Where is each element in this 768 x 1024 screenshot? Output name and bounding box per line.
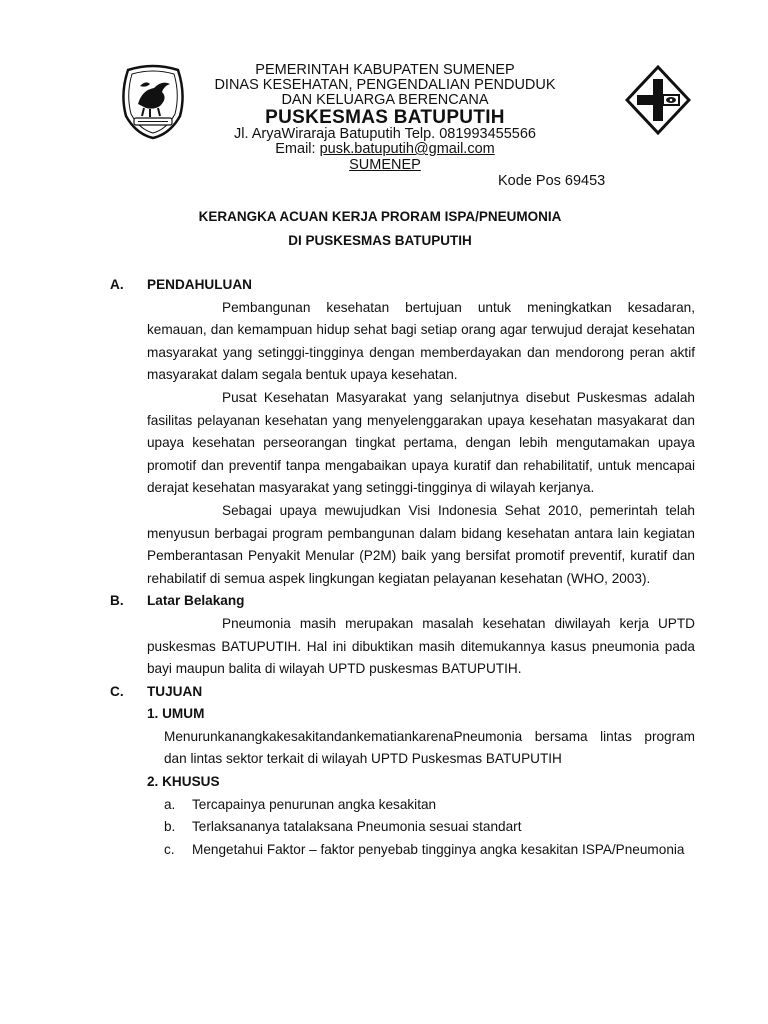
section-letter: B. xyxy=(110,593,124,609)
section-title: TUJUAN xyxy=(147,683,203,699)
list-item-text: Mengetahui Faktor – faktor penyebab tingginya angka kesakitan ISPA/Pneumonia xyxy=(192,841,685,857)
puskesmas-cross-logo-icon xyxy=(625,65,691,135)
document-body xyxy=(110,274,695,861)
section-heading-a xyxy=(110,274,695,297)
email-label: Email: xyxy=(275,141,320,157)
document-title: KERANGKA ACUAN KERJA PRORAM ISPA/PNEUMONIA xyxy=(198,209,562,224)
paragraph: Pusat Kesehatan Masyarakat yang selanjutnya disebut Puskesmas adalah fasilitas pelayanan kesehatan yang menyelenggarakan upaya kesehatan masyakarat dan upaya kesehatan perseorangan tingkat pertama, dengan lebih mengutamakan upaya promotif dan preventif tanpa mengabaikan upaya kuratif dan rehabilitatif, untuk mencapai derajat kesehatan masyarakat yang setinggi-tingginya di wilayah kerjanya. xyxy=(147,389,695,496)
paragraph: Pembangunan kesehatan bertujuan untuk meningkatkan kesadaran, kemauan, dan kemampuan hidup sehat bagi setiap orang agar terwujud derajat kesehatan masyarakat yang setinggi-tingginya dengan memberdayakan dan mendorong peran aktif masyarakat dalam segala bentuk upaya kesehatan. xyxy=(147,299,695,383)
letterhead-address: Jl. AryaWiraraja Batuputih Telp. 081993455566 xyxy=(233,126,536,142)
list-item xyxy=(110,816,695,839)
email-link[interactable]: pusk.batuputih@gmail.com xyxy=(319,141,495,157)
section-title: PENDAHULUAN xyxy=(147,277,252,292)
subheading-khusus: 2. KHUSUS xyxy=(147,774,220,790)
paragraph: Sebagai upaya mewujudkan Visi Indonesia Sehat 2010, pemerintah telah menyusun berbagai program pembangunan dalam bidang kesehatan antara lain kegiatan Pemberantasan Penyakit Menular (P2M) baik yang bersifat promotif preventif, kuratif dan rehabilatif di semua aspek lingkungan kegiatan pelayanan kesehatan (WHO, 2003). xyxy=(147,502,695,586)
letterhead-department-cont: DAN KELUARGA BERENCANA xyxy=(281,92,489,108)
section-letter: C. xyxy=(110,683,124,699)
section-heading-b xyxy=(110,590,695,613)
list-item-text: Tercapainya penurunan angka kesakitan xyxy=(192,796,437,812)
section-letter: A. xyxy=(110,277,124,292)
letterhead-title: PUSKESMAS BATUPUTIH xyxy=(265,107,505,128)
document-subtitle: DI PUSKESMAS BATUPUTIH xyxy=(288,233,472,248)
paragraph: Pneumonia masih merupakan masalah kesehatan diwilayah kerja UPTD puskesmas BATUPUTIH. Hal ini dibuktikan masih ditemukannya kasus pneumonia pada bayi maupun balita di wilayah UPTD puskesmas BATUPUTIH. xyxy=(147,615,695,677)
list-item xyxy=(110,839,695,862)
list-item-text: Terlaksananya tatalaksana Pneumonia sesuai standart xyxy=(192,819,522,835)
section-heading-c xyxy=(110,681,695,704)
postal-code: Kode Pos 69453 xyxy=(498,173,606,189)
letterhead-city: SUMENEP xyxy=(349,157,421,173)
list-marker: b. xyxy=(164,819,176,835)
letterhead-department: DINAS KESEHATAN, PENGENDALIAN PENDUDUK xyxy=(214,77,556,93)
list-marker: a. xyxy=(164,796,176,812)
list-item xyxy=(110,794,695,817)
letterhead-email-line xyxy=(150,141,620,157)
letterhead-government: PEMERINTAH KABUPATEN SUMENEP xyxy=(255,62,515,78)
umum-text: MenurunkanangkakesakitandankematiankarenaPneumonia bersama lintas program dan lintas sektor terkait di wilayah UPTD Puskesmas BATUPUTIH xyxy=(164,728,695,767)
list-marker: c. xyxy=(164,841,175,857)
section-title: Latar Belakang xyxy=(147,593,245,609)
subheading-umum: 1. UMUM xyxy=(147,706,205,722)
